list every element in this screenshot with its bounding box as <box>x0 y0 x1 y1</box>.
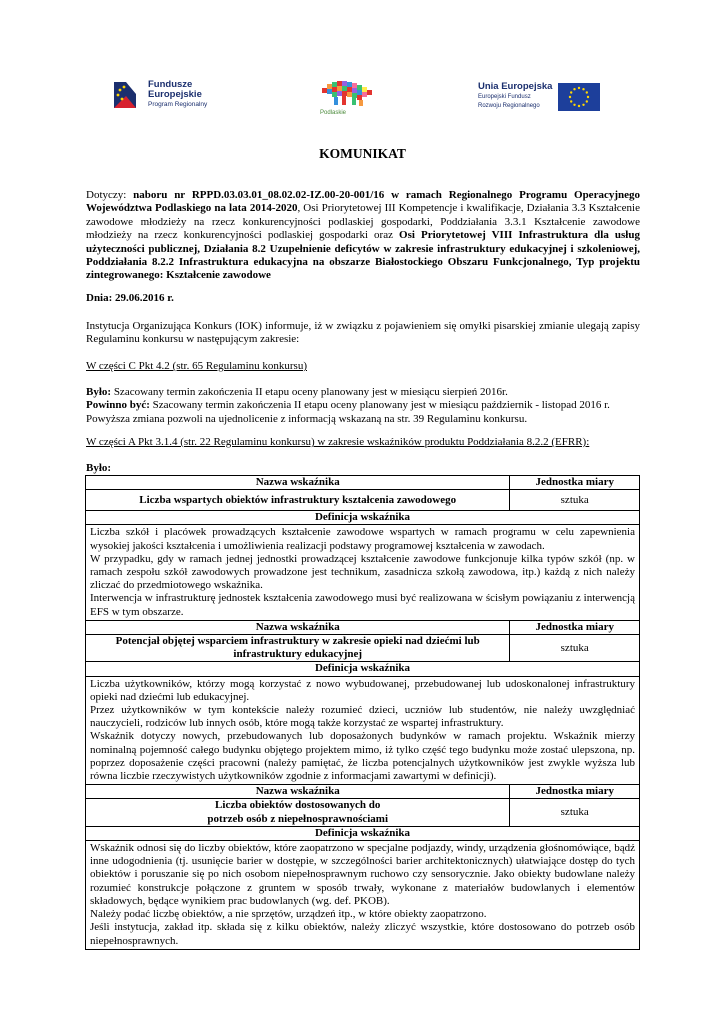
subject-bold-1: naboru nr RPPD.03.03.01_08.02.02-IZ.00-20-001/16 w ramach Regionalnego Programu Operacyjnego Województwa Podlaskiego na lata 2014-2020 <box>86 189 640 215</box>
ue-line3: Rozwoju Regionalnego <box>478 103 540 109</box>
table-row <box>86 490 640 511</box>
fundusze-europejskie-icon <box>112 78 142 112</box>
definition-header: Definicja wskaźnika <box>86 511 640 525</box>
table-row <box>86 635 640 662</box>
bison-mosaic-icon <box>318 78 382 110</box>
definition-paragraph: Liczba użytkowników, którzy mogą korzystać z nowo wybudowanej, przebudowanej lub udoskonalonej infrastruktury opieki nad dziećmi lub edukacyjnej. <box>90 677 635 703</box>
indicator-name: Liczba obiektów dostosowanych do potrzeb osób z niepełnosprawnościami <box>86 799 510 826</box>
header-logos <box>0 70 725 120</box>
section1-body <box>86 386 640 426</box>
fe-line1: Fundusze <box>148 79 193 90</box>
definition-paragraph: Liczba szkół i placówek prowadzących kształcenie zawodowe wspartych w ramach programu w celu zapewnienia wysokiej jakości kształcenia i umożliwienia realizacji podstawy programowej kształcenia w zawodach. <box>90 526 635 552</box>
definition-header-row <box>86 826 640 840</box>
eu-flag-icon <box>558 83 600 111</box>
indicator-unit: sztuka <box>510 635 640 662</box>
fundusze-europejskie-logo <box>112 78 207 112</box>
fe-line3: Program Regionalny <box>148 101 208 108</box>
indicator-definition <box>86 525 640 620</box>
unia-europejska-logo <box>478 82 600 111</box>
definition-paragraph: Wskaźnik odnosi się do liczby obiektów, które zaopatrzono w specjalne podjazdy, windy, urządzenia głośnomówiące, bądź inne udogodnienia (tj. usunięcie barier w dostępie, w szczególności barier architektonicznych) ułatwiające dostęp do tych obiektów i poruszanie się po nich osobom niepełnosprawnym ruchowo czy sensorycznie. Jako obiekty budowlane należy rozumieć konstrukcje połączone z gruntem w sposób trwały, wykonane z materiałów budowlanych i elementów składowych, będące wynikiem prac budowlanych (wg. def. PKOB). <box>90 842 635 907</box>
definition-header: Definicja wskaźnika <box>86 826 640 840</box>
indicator-definition <box>86 676 640 785</box>
subject-bold-2: Osi Priorytetowej VIII Infrastruktura dla usług użyteczności publicznej, Działania 8.2 Uzupełnienie deficytów w zakresie infrastruktury edukacyjnej i szkoleniowej, Poddziałania 8.2.2 Infrastruktura edukacyjna na obszarze Białostockiego Obszaru Funkcjonalnego, Typ projektu zintegrowanego: Kształcenie zawodowe <box>86 229 640 282</box>
ue-line2: Europejski Fundusz <box>478 94 531 100</box>
section1-bylo: Było: Szacowany termin zakończenia II etapu oceny planowany jest w miesiącu sierpień 2016r. <box>86 386 508 398</box>
section1-heading: W części C Pkt 4.2 (str. 65 Regulaminu konkursu) <box>86 360 307 372</box>
subject-paragraph <box>86 189 640 283</box>
definition-row <box>86 676 640 785</box>
definition-paragraph: Wskaźnik dotyczy nowych, przebudowanych lub doposażonych budynków w ramach projektu. Wskaźnik mierzy nominalną pojemność całego budynku objętego projektem mimo, iż tylko część tego budynku może zostać ulepszona, np. poprzez doposażenie części pracowni (należy pamiętać, że liczba potencjalnych użytkowników jest zwykle wyższa lub równa liczbie rzeczywistych użytkowników zgodnie z informacjami zawartymi w definicji). <box>90 730 635 783</box>
indicator-name: Liczba wspartych obiektów infrastruktury kształcenia zawodowego <box>86 490 510 511</box>
definition-paragraph: Przez użytkowników w tym kontekście należy rozumieć dzieci, uczniów lub studentów, nie należy uwzględniać nauczycieli, rodziców lub innych osób, które mogą także korzystać ze wspartej infrastruktury. <box>90 704 635 730</box>
indicator-name: Potencjał objętej wsparciem infrastruktury w zakresie opieki nad dziećmi lub infrastruktury edukacyjnej <box>86 635 510 662</box>
ue-line1: Unia Europejska <box>478 81 553 92</box>
indicators-table <box>85 475 640 950</box>
fe-line2: Europejskie <box>148 89 202 100</box>
page-title: KOMUNIKAT <box>319 146 406 161</box>
definition-header-row <box>86 662 640 676</box>
col-unit-header: Jednostka miary <box>510 476 640 490</box>
definition-paragraph: Jeśli instytucja, zakład itp. składa się z kilku obiektów, należy zliczyć wszystkie, które dostosowano do potrzeb osób niepełnosprawnych. <box>90 921 635 947</box>
table-row <box>86 799 640 826</box>
indicator-unit: sztuka <box>510 490 640 511</box>
table-header-row <box>86 785 640 799</box>
definition-paragraph: Interwencja w infrastrukturę jednostek kształcenia zawodowego musi być realizowana w ścisłym powiązaniu z interwencją EFS w tym obszarze. <box>90 592 635 618</box>
definition-paragraph: Należy podać liczbę obiektów, a nie sprzętów, urządzeń itp., w które obiekty zaopatrzono. <box>90 908 487 921</box>
table-header-row <box>86 620 640 634</box>
section1-powinno: Powinno być: Szacowany termin zakończenia II etapu oceny planowany jest w miesiącu październik - listopad 2016 r. <box>86 399 610 412</box>
intro-paragraph: Instytucja Organizująca Konkurs (IOK) informuje, iż w związku z pojawieniem się omyłki pisarskiej zmianie ulegają zapisy Regulaminu konkursu w następującym zakresie: <box>86 320 640 346</box>
definition-row <box>86 841 640 950</box>
col-unit-header: Jednostka miary <box>510 620 640 634</box>
indicator-definition <box>86 841 640 950</box>
col-name-header: Nazwa wskaźnika <box>86 785 510 799</box>
definition-row <box>86 525 640 620</box>
section2-heading: W części A Pkt 3.1.4 (str. 22 Regulaminu konkursu) w zakresie wskaźników produktu Poddziałania 8.2.2 (EFRR): <box>86 436 590 448</box>
date-line: Dnia: 29.06.2016 r. <box>86 292 174 304</box>
definition-header: Definicja wskaźnika <box>86 662 640 676</box>
table-header-row <box>86 476 640 490</box>
podlaskie-logo <box>318 78 382 118</box>
podlaskie-label: Podlaskie <box>320 110 347 116</box>
indicator-unit: sztuka <box>510 799 640 826</box>
section1-note: Powyższa zmiana pozwoli na ujednolicenie z informacją wskazaną na str. 39 Regulaminu konkursu. <box>86 412 528 425</box>
col-unit-header: Jednostka miary <box>510 785 640 799</box>
col-name-header: Nazwa wskaźnika <box>86 620 510 634</box>
section2-bylo: Było: <box>86 462 112 474</box>
subject-text-1: , Osi Priorytetowej III Kompetencje i kwalifikacje, Działania 3.3 Kształcenie zawodowe młodzieży na rzecz konkurencyjności podlaskiej gospodarki, Poddziałania 3.3.1 Kształcenie zawodowe młodzieży na rzecz konkurencyjności podlaskiej gospodarki oraz <box>86 202 640 242</box>
definition-paragraph: W przypadku, gdy w ramach jednej jednostki prowadzącej kształcenie zawodowe funkcjonuje kilka typów szkół (np. w ramach zespołu szkół zawodowych prowadzone jest technikum, zasadnicza szkołą zawodowa, itp.) każdą z nich należy zliczać do przedmiotowego wskaźnika. <box>90 552 635 592</box>
col-name-header: Nazwa wskaźnika <box>86 476 510 490</box>
definition-header-row <box>86 511 640 525</box>
subject-lead: Dotyczy: <box>86 189 134 201</box>
